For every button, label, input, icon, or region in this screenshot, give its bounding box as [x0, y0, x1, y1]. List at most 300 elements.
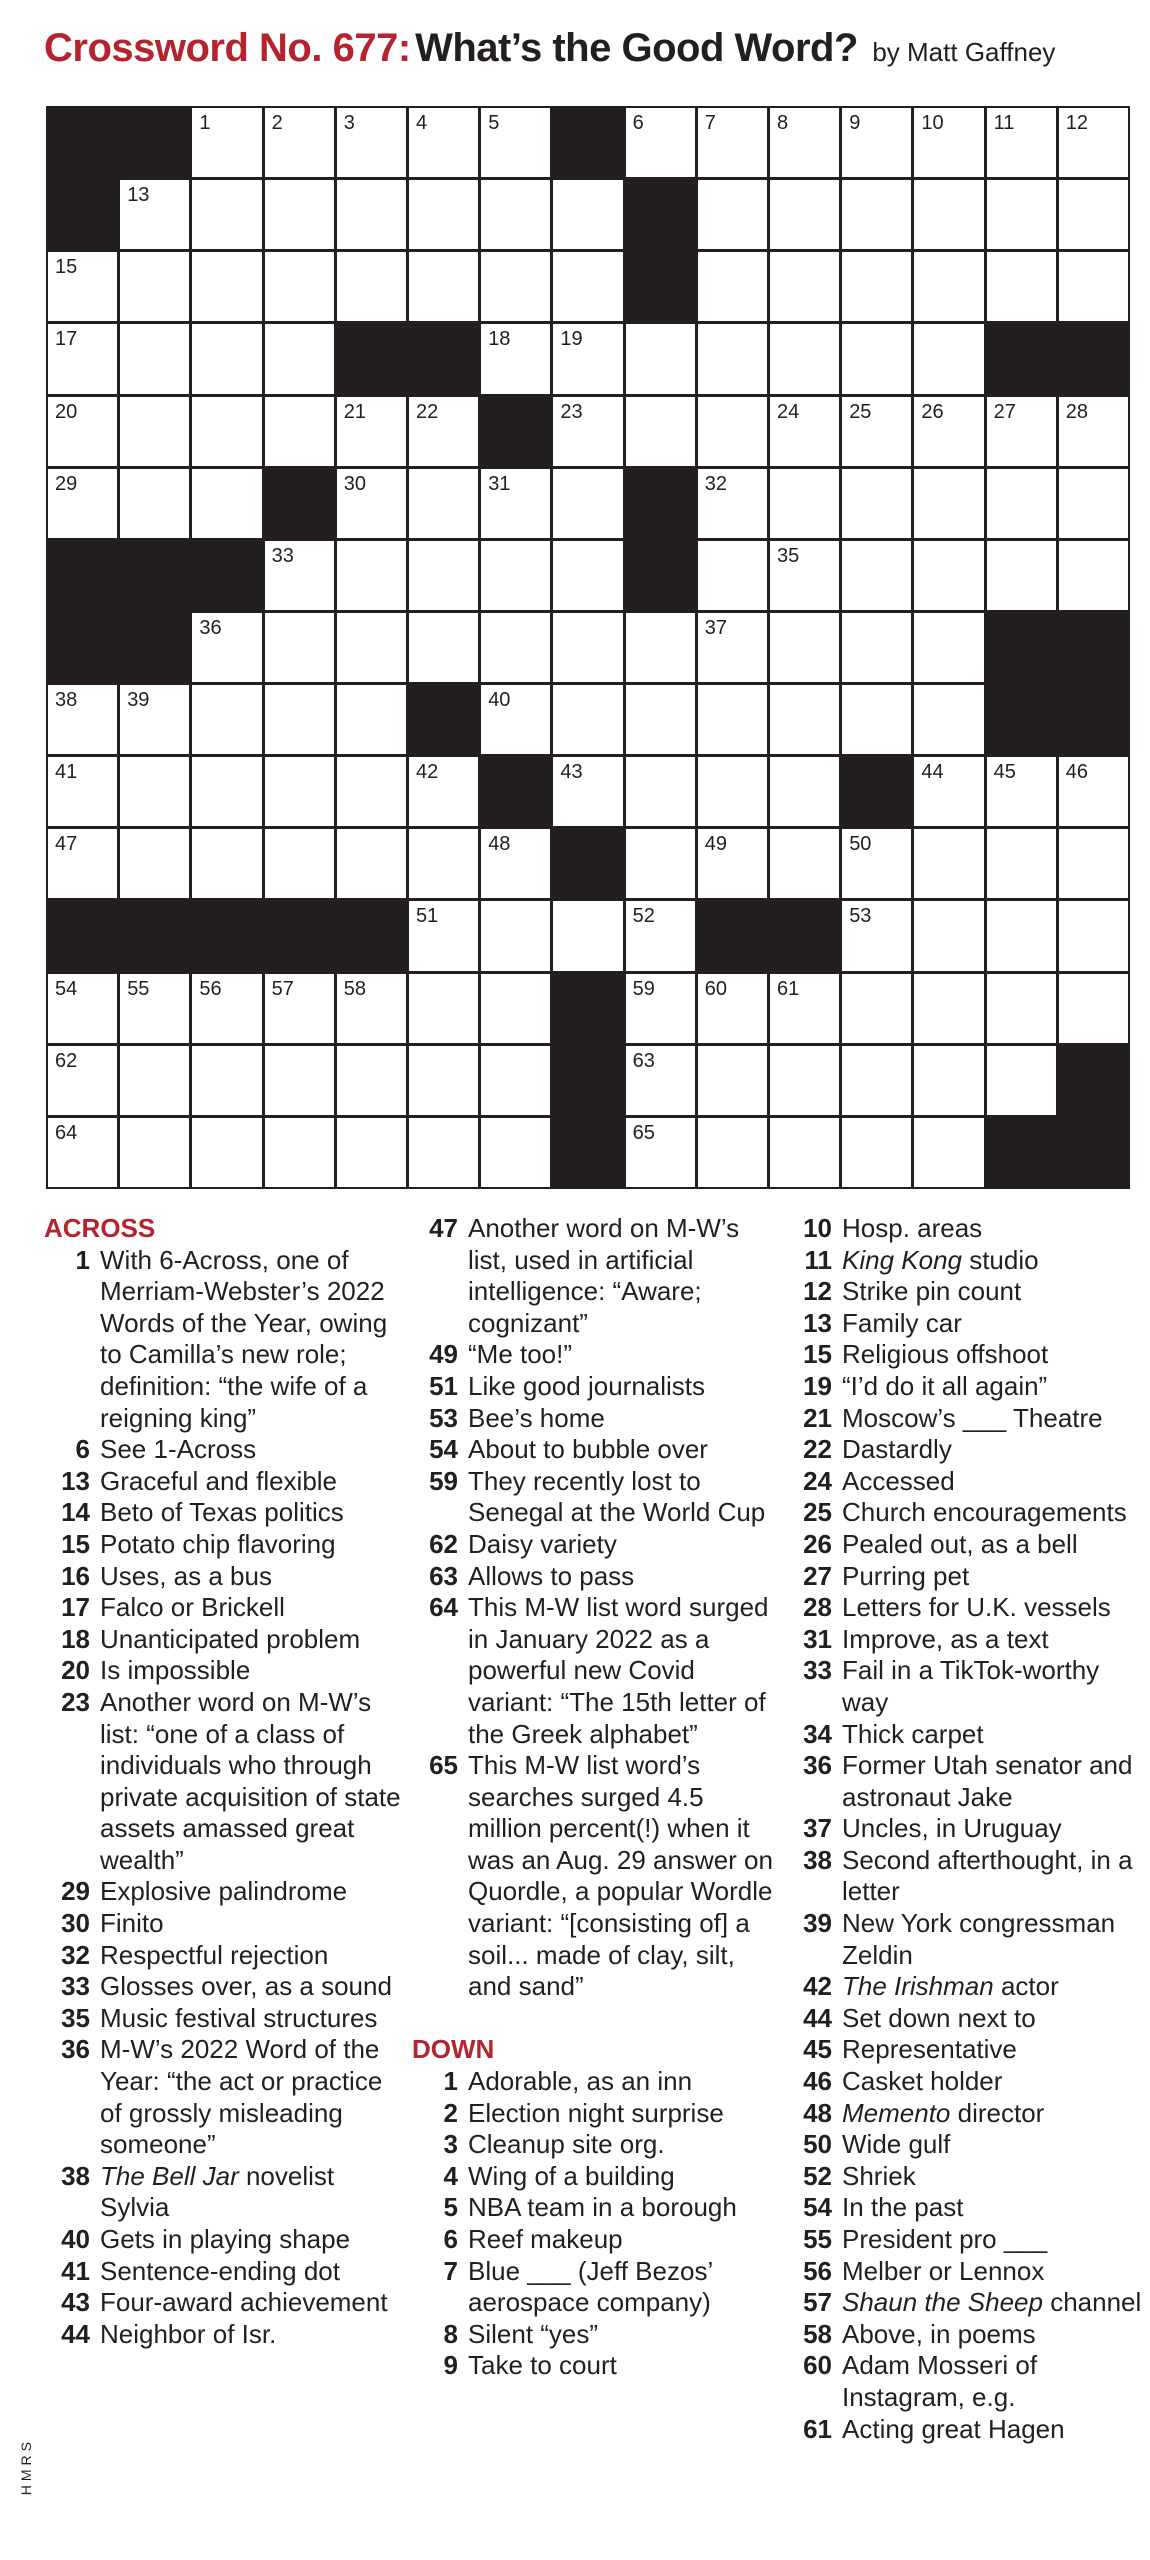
grid-cell[interactable]: [409, 613, 478, 682]
grid-cell[interactable]: [914, 1118, 983, 1187]
grid-cell[interactable]: [265, 613, 334, 682]
clue-number-label: 11: [993, 112, 1015, 134]
clue-number-label: 54: [55, 977, 78, 1000]
grid-cell[interactable]: [48, 757, 117, 826]
grid-cell[interactable]: [842, 1046, 911, 1115]
clue-text-body: actor: [993, 1971, 1059, 2002]
grid-cell[interactable]: [265, 974, 334, 1043]
grid-cell[interactable]: [337, 685, 406, 754]
grid-cell[interactable]: [842, 901, 911, 970]
grid-cell[interactable]: [48, 829, 117, 898]
grid-cell[interactable]: [698, 685, 767, 754]
grid-cell[interactable]: [914, 541, 983, 610]
grid-cell[interactable]: [553, 252, 622, 321]
grid-cell[interactable]: [337, 1118, 406, 1187]
grid-cell[interactable]: [265, 757, 334, 826]
grid-cell[interactable]: [409, 397, 478, 466]
grid-cell[interactable]: [265, 685, 334, 754]
grid-cell[interactable]: [626, 901, 695, 970]
black-square: [265, 901, 334, 970]
clue-number: 19: [803, 1370, 832, 1401]
clue-text-body: “Me too!”: [468, 1339, 573, 1370]
grid-cell[interactable]: [192, 324, 261, 393]
black-square: [409, 685, 478, 754]
clue-number: 3: [443, 2129, 458, 2160]
grid-cell[interactable]: [842, 541, 911, 610]
grid-cell[interactable]: [192, 757, 261, 826]
grid-cell[interactable]: [192, 829, 261, 898]
grid-cell[interactable]: [626, 613, 695, 682]
grid-cell[interactable]: [698, 829, 767, 898]
grid-cell[interactable]: [192, 974, 261, 1043]
clue-number: 65: [429, 1750, 458, 1781]
grid-cell[interactable]: [192, 469, 261, 538]
grid-cell[interactable]: [265, 829, 334, 898]
clue-number: 9: [443, 2350, 458, 2381]
grid-cell[interactable]: [842, 829, 911, 898]
grid-cell[interactable]: [770, 469, 839, 538]
grid-cell[interactable]: [120, 469, 189, 538]
clue-number: 24: [803, 1465, 832, 1496]
clue-number: 64: [429, 1592, 458, 1623]
grid-cell[interactable]: [914, 613, 983, 682]
grid-cell[interactable]: [481, 1118, 550, 1187]
clue-text-body: Beto of Texas politics: [100, 1497, 344, 1528]
clue-number-label: 53: [849, 905, 872, 928]
grid-cell[interactable]: [337, 180, 406, 249]
clue-text-body: Uses, as a bus: [100, 1560, 272, 1591]
clue-text: [100, 2224, 406, 2256]
clue-text-body: Acting great Hagen: [842, 2413, 1065, 2444]
grid-cell[interactable]: [48, 469, 117, 538]
grid-cell[interactable]: [1059, 180, 1128, 249]
clue-number-label: 43: [560, 761, 583, 784]
clue-item: [786, 2287, 1150, 2319]
clue-number-label: 14: [632, 184, 655, 207]
grid-cell[interactable]: [914, 757, 983, 826]
clue-text-body: Reef makeup: [468, 2224, 623, 2254]
grid-cell[interactable]: [770, 180, 839, 249]
grid-cell[interactable]: [409, 180, 478, 249]
grid-cell[interactable]: [192, 613, 261, 682]
grid-cell[interactable]: [770, 541, 839, 610]
grid-cell[interactable]: [626, 108, 695, 177]
grid-cell[interactable]: [192, 180, 261, 249]
grid-cell[interactable]: [914, 829, 983, 898]
clue-number-label: 2: [271, 112, 283, 134]
grid-cell[interactable]: [987, 397, 1056, 466]
grid-cell[interactable]: [48, 1046, 117, 1115]
clue-number: 54: [803, 2192, 832, 2223]
grid-cell[interactable]: [1059, 469, 1128, 538]
grid-cell[interactable]: [265, 324, 334, 393]
clue-number: 21: [803, 1402, 832, 1433]
clue-number-label: 16: [632, 256, 655, 279]
grid-cell[interactable]: [481, 180, 550, 249]
clue-item: [786, 1592, 1150, 1624]
grid-cell[interactable]: [698, 252, 767, 321]
grid-cell[interactable]: [553, 324, 622, 393]
grid-cell[interactable]: [409, 252, 478, 321]
grid-cell[interactable]: [553, 613, 622, 682]
grid-cell[interactable]: [698, 757, 767, 826]
grid-cell[interactable]: [626, 397, 695, 466]
grid-cell[interactable]: [409, 829, 478, 898]
grid-cell[interactable]: [987, 541, 1056, 610]
grid-cell[interactable]: [265, 180, 334, 249]
grid-cell[interactable]: [842, 974, 911, 1043]
clue-item: [44, 2003, 406, 2035]
puzzle-title: [44, 26, 1055, 71]
grid-cell[interactable]: [337, 757, 406, 826]
clue-item: [786, 1245, 1150, 1277]
grid-cell[interactable]: [770, 974, 839, 1043]
grid-cell[interactable]: [770, 829, 839, 898]
grid-cell[interactable]: [987, 901, 1056, 970]
grid-cell[interactable]: [914, 108, 983, 177]
grid-cell[interactable]: [842, 108, 911, 177]
black-square: [48, 180, 117, 249]
grid-cell[interactable]: [337, 613, 406, 682]
clue-item: [786, 2319, 1150, 2351]
grid-cell[interactable]: [698, 469, 767, 538]
grid-cell[interactable]: [770, 397, 839, 466]
clue-text: [468, 2350, 778, 2382]
grid-cell[interactable]: [914, 901, 983, 970]
grid-cell[interactable]: [698, 324, 767, 393]
clue-item: [786, 1276, 1150, 1308]
grid-cell[interactable]: [120, 974, 189, 1043]
grid-cell[interactable]: [337, 1046, 406, 1115]
grid-cell[interactable]: [914, 469, 983, 538]
grid-cell[interactable]: [481, 108, 550, 177]
clue-item: [44, 1561, 406, 1593]
black-square: [1059, 1118, 1128, 1187]
clue-text: [842, 2414, 1150, 2446]
grid-cell[interactable]: [192, 685, 261, 754]
clue-text-body: Another word on M-W’s list, used in artificial intelligence: “Aware; cognizant”: [468, 1213, 740, 1338]
grid-cell[interactable]: [553, 180, 622, 249]
clue-text: [842, 1719, 1150, 1751]
clue-text: [842, 1529, 1150, 1561]
grid-cell[interactable]: [337, 541, 406, 610]
grid-cell[interactable]: [626, 685, 695, 754]
clue-number-label: 32: [704, 472, 728, 495]
grid-cell[interactable]: [265, 541, 334, 610]
clue-number-label: 4: [415, 112, 428, 134]
grid-cell[interactable]: [265, 1118, 334, 1187]
clue-item: [786, 1813, 1150, 1845]
grid-cell[interactable]: [842, 613, 911, 682]
grid-cell[interactable]: [481, 324, 550, 393]
grid-cell[interactable]: [770, 324, 839, 393]
clue-title-italic: Shaun the Sheep: [842, 2287, 1043, 2318]
clue-text-body: With 6-Across, one of Merriam-Webster’s 2022 Words of the Year, owing to Camilla’s new role; definition: “the wife of a reigning king”: [100, 1244, 388, 1433]
grid-cell[interactable]: [914, 974, 983, 1043]
grid-cell[interactable]: [1059, 974, 1128, 1043]
grid-cell[interactable]: [770, 685, 839, 754]
grid-cell[interactable]: [842, 180, 911, 249]
grid-cell[interactable]: [1059, 901, 1128, 970]
grid-cell[interactable]: [626, 829, 695, 898]
black-square: [553, 829, 622, 898]
grid-cell[interactable]: [626, 1118, 695, 1187]
grid-cell[interactable]: [48, 252, 117, 321]
clue-text: [100, 1561, 406, 1593]
clue-item: [412, 2224, 778, 2256]
clue-item: [786, 2192, 1150, 2224]
clue-number: 18: [61, 1623, 90, 1654]
grid-cell[interactable]: [987, 108, 1056, 177]
clue-title-italic: King Kong: [842, 1244, 962, 1275]
grid-cell[interactable]: [770, 1046, 839, 1115]
grid-cell[interactable]: [120, 685, 189, 754]
grid-cell[interactable]: [120, 829, 189, 898]
clue-text: [842, 1497, 1150, 1529]
clue-number-label: 51: [415, 905, 439, 928]
grid-cell[interactable]: [120, 252, 189, 321]
grid-cell[interactable]: [481, 1046, 550, 1115]
clue-text: [842, 1971, 1150, 2003]
grid-cell[interactable]: [626, 757, 695, 826]
grid-cell[interactable]: [914, 252, 983, 321]
grid-cell[interactable]: [337, 397, 406, 466]
black-square: [48, 613, 117, 682]
grid-cell[interactable]: [698, 1118, 767, 1187]
grid-cell[interactable]: [626, 974, 695, 1043]
grid-cell[interactable]: [481, 829, 550, 898]
grid-cell[interactable]: [337, 829, 406, 898]
clue-text-body: Election night surprise: [468, 2097, 724, 2128]
grid-cell[interactable]: [698, 541, 767, 610]
clue-column-3: [786, 1213, 1150, 2445]
clue-text-body: Above, in poems: [842, 2318, 1036, 2349]
grid-cell[interactable]: [192, 1118, 261, 1187]
grid-cell[interactable]: [265, 252, 334, 321]
grid-cell[interactable]: [770, 1118, 839, 1187]
grid-cell[interactable]: [1059, 829, 1128, 898]
grid-cell[interactable]: [1059, 541, 1128, 610]
grid-cell[interactable]: [698, 180, 767, 249]
clue-text-body: Purring pet: [842, 1560, 970, 1591]
clue-number: 42: [803, 1971, 832, 2002]
clue-item: [44, 2034, 406, 2160]
grid-cell[interactable]: [192, 1046, 261, 1115]
clue-number: 14: [61, 1497, 90, 1528]
grid-cell[interactable]: [481, 901, 550, 970]
grid-cell[interactable]: [914, 1046, 983, 1115]
grid-cell[interactable]: [770, 108, 839, 177]
grid-cell[interactable]: [698, 613, 767, 682]
grid-cell[interactable]: [1059, 757, 1128, 826]
grid-cell[interactable]: [553, 541, 622, 610]
grid-cell[interactable]: [698, 974, 767, 1043]
grid-cell[interactable]: [842, 685, 911, 754]
clue-number-label: 40: [488, 689, 511, 712]
clue-text-body: Strike pin count: [842, 1276, 1022, 1307]
black-square: [481, 757, 550, 826]
clue-text-body: Unanticipated problem: [100, 1623, 361, 1654]
clue-number: 27: [803, 1560, 832, 1591]
clue-text-body: Dastardly: [842, 1434, 952, 1465]
grid-cell[interactable]: [481, 613, 550, 682]
grid-cell[interactable]: [914, 685, 983, 754]
grid-cell[interactable]: [192, 252, 261, 321]
grid-cell[interactable]: [987, 252, 1056, 321]
clue-item: [786, 1308, 1150, 1340]
clue-number: 1: [443, 2066, 458, 2097]
grid-cell[interactable]: [409, 541, 478, 610]
grid-cell[interactable]: [409, 757, 478, 826]
clue-number: 39: [803, 1908, 832, 1939]
grid-cell[interactable]: [1059, 108, 1128, 177]
grid-cell[interactable]: [481, 974, 550, 1043]
clue-number-label: 8: [776, 112, 789, 134]
clue-number-label: 3: [343, 112, 355, 134]
clue-number-label: 13: [127, 184, 150, 207]
clue-number-label: 26: [921, 400, 944, 423]
grid-cell[interactable]: [914, 180, 983, 249]
clue-number: 51: [429, 1370, 458, 1401]
clue-text: [468, 2161, 778, 2193]
grid-cell[interactable]: [698, 108, 767, 177]
clue-text: [468, 1592, 778, 1750]
grid-cell[interactable]: [337, 252, 406, 321]
grid-cell[interactable]: [48, 1118, 117, 1187]
clue-text: [100, 1529, 406, 1561]
clue-text-body: Moscow’s ___ Theatre: [842, 1402, 1103, 1433]
grid-cell[interactable]: [337, 469, 406, 538]
grid-cell[interactable]: [987, 829, 1056, 898]
grid-cell[interactable]: [481, 252, 550, 321]
clue-number: 1: [75, 1244, 90, 1275]
grid-cell[interactable]: [481, 685, 550, 754]
grid-cell[interactable]: [120, 1118, 189, 1187]
grid-cell[interactable]: [337, 974, 406, 1043]
clue-text: [468, 2129, 778, 2161]
grid-cell[interactable]: [409, 1046, 478, 1115]
clue-item: [412, 1371, 778, 1403]
grid-cell[interactable]: [337, 108, 406, 177]
grid-cell[interactable]: [553, 757, 622, 826]
clue-number: 10: [803, 1213, 832, 1243]
grid-cell[interactable]: [842, 324, 911, 393]
grid-cell[interactable]: [987, 757, 1056, 826]
grid-cell[interactable]: [698, 1046, 767, 1115]
byline: by Matt Gaffney: [872, 37, 1056, 67]
clue-number: 35: [61, 2002, 90, 2033]
grid-cell[interactable]: [192, 108, 261, 177]
grid-cell[interactable]: [48, 397, 117, 466]
grid-cell[interactable]: [553, 469, 622, 538]
grid-cell[interactable]: [987, 974, 1056, 1043]
grid-cell[interactable]: [1059, 252, 1128, 321]
grid-cell[interactable]: [914, 324, 983, 393]
black-square: [987, 613, 1056, 682]
grid-cell[interactable]: [409, 974, 478, 1043]
black-square: [481, 397, 550, 466]
grid-cell[interactable]: [48, 974, 117, 1043]
grid-cell[interactable]: [553, 901, 622, 970]
side-mark: HMRS: [18, 2438, 34, 2496]
clue-text-body: NBA team in a borough: [468, 2192, 737, 2223]
grid-cell[interactable]: [987, 180, 1056, 249]
clue-number-label: 10: [921, 112, 944, 134]
grid-cell[interactable]: [120, 180, 189, 249]
grid-cell[interactable]: [770, 613, 839, 682]
clue-number-label: 42: [415, 761, 439, 784]
grid-cell[interactable]: [553, 397, 622, 466]
grid-cell[interactable]: [120, 324, 189, 393]
grid-cell[interactable]: [987, 1046, 1056, 1115]
clue-item: [786, 1719, 1150, 1751]
grid-cell[interactable]: [265, 1046, 334, 1115]
clue-number-label: 39: [127, 689, 150, 712]
black-square: [192, 541, 261, 610]
black-square: [698, 901, 767, 970]
grid-cell[interactable]: [481, 541, 550, 610]
grid-cell[interactable]: [914, 397, 983, 466]
grid-cell[interactable]: [265, 397, 334, 466]
grid-cell[interactable]: [48, 324, 117, 393]
clue-number-label: 20: [55, 400, 78, 423]
grid-cell[interactable]: [409, 901, 478, 970]
grid-cell[interactable]: [626, 324, 695, 393]
grid-cell[interactable]: [265, 108, 334, 177]
grid-cell[interactable]: [120, 1046, 189, 1115]
clue-number: 11: [804, 1244, 832, 1275]
clue-item: [412, 2350, 778, 2382]
grid-cell[interactable]: [409, 108, 478, 177]
clue-number-label: 33: [271, 544, 294, 567]
grid-cell[interactable]: [698, 397, 767, 466]
grid-cell[interactable]: [409, 1118, 478, 1187]
grid-cell[interactable]: [192, 397, 261, 466]
grid-cell[interactable]: [842, 397, 911, 466]
clue-number: 43: [61, 2287, 90, 2318]
clue-number-label: 6: [632, 112, 644, 134]
grid-cell[interactable]: [481, 469, 550, 538]
grid-cell[interactable]: [553, 685, 622, 754]
clue-number-label: 18: [488, 328, 511, 351]
clue-number: 4: [443, 2160, 458, 2191]
grid-cell[interactable]: [48, 685, 117, 754]
grid-cell[interactable]: [842, 469, 911, 538]
crossword-grid: [46, 106, 1130, 1189]
grid-cell[interactable]: [770, 757, 839, 826]
clue-item: [786, 2161, 1150, 2193]
clue-text-body: Shriek: [842, 2160, 916, 2191]
clue-number-label: 1: [199, 112, 211, 134]
clue-number-label: 61: [776, 977, 800, 1000]
grid-cell[interactable]: [842, 252, 911, 321]
black-square: [1059, 613, 1128, 682]
clue-number: 23: [61, 1686, 90, 1717]
grid-cell[interactable]: [987, 469, 1056, 538]
grid-cell[interactable]: [842, 1118, 911, 1187]
grid-cell[interactable]: [626, 1046, 695, 1115]
clue-number-label: 35: [776, 544, 800, 567]
grid-cell[interactable]: [1059, 397, 1128, 466]
grid-cell[interactable]: [120, 397, 189, 466]
clue-item: [412, 2066, 778, 2098]
grid-cell[interactable]: [120, 757, 189, 826]
clue-text: [842, 2350, 1150, 2413]
grid-cell[interactable]: [409, 469, 478, 538]
grid-cell[interactable]: [770, 252, 839, 321]
clue-item: [44, 2224, 406, 2256]
clue-number: 29: [61, 1876, 90, 1907]
